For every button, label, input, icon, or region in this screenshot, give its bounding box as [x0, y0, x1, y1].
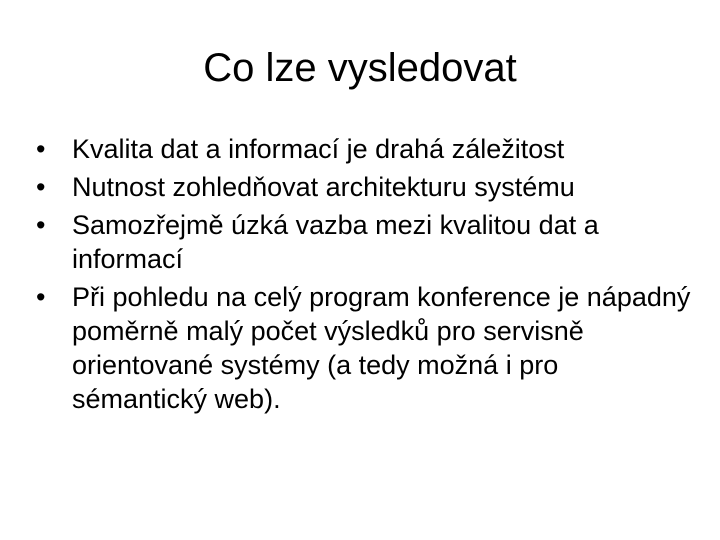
bullet-marker: •: [36, 282, 46, 312]
bullet-marker: •: [36, 134, 46, 164]
bullet-marker: •: [36, 210, 46, 240]
bullet-text: Při pohledu na celý program konference je nápadný poměrně malý počet výsledků pro servisně orientované systémy (a tedy možná i pro sémantický web).: [72, 282, 691, 414]
slide-title: Co lze vysledovat: [203, 46, 517, 90]
bullet-text: Nutnost zohledňovat architekturu systému: [72, 172, 575, 202]
bullet-text: Kvalita dat a informací je drahá záležitost: [72, 134, 565, 164]
bullet-item: [36, 280, 696, 416]
bullet-item: [36, 132, 696, 166]
bullet-text: Samozřejmě úzká vazba mezi kvalitou dat a informací: [72, 210, 599, 274]
bullet-list: [36, 132, 696, 420]
bullet-marker: •: [36, 172, 46, 202]
bullet-item: [36, 170, 696, 204]
bullet-item: [36, 208, 696, 276]
